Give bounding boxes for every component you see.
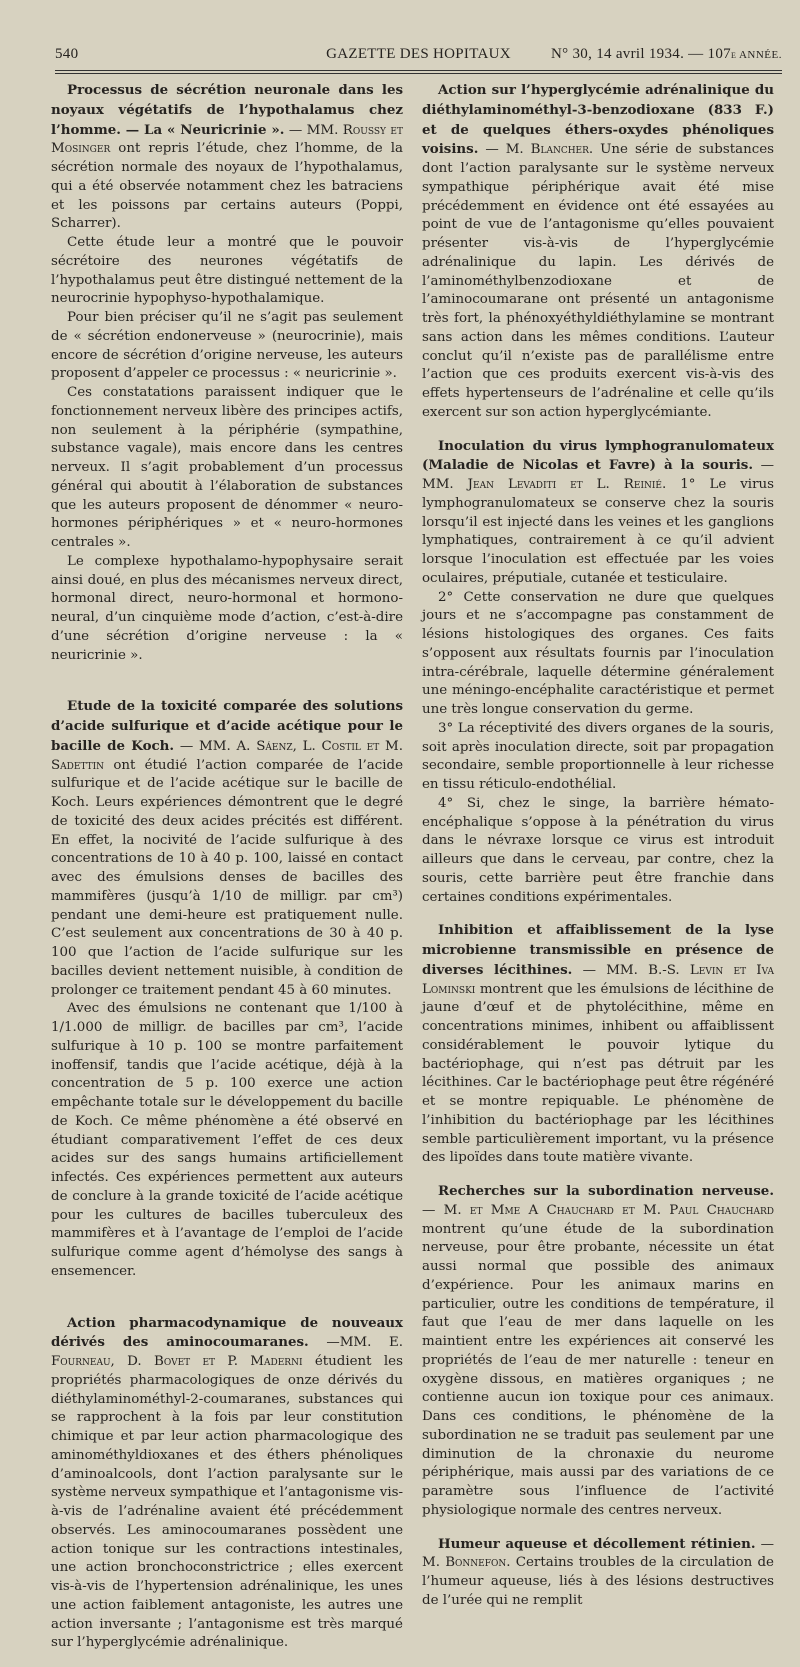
article-lead: Inhibition et affaiblissement de la lyse microbienne transmissible en présence de diverses lécithines. — MM. B.-S. Levin et Iva Lominski montrent que les émulsions de lécithine de jaune d’œuf et de phytolécithine, même en concentrations minimes, inhibent ou affaiblissent considérablement le pouvoir lytique du bactériophage, qui n’est pas détruit par les lécithines. Car le bactériophage peut être régénéré et se montre repiquable. Le phénomène de l’inhibition du bactériophage par les lécithines semble particulièrement important, vu la présence des lipoïdes dans toute matière vivante. [422, 922, 774, 1166]
article-title: Humeur aqueuse et décollement rétinien. [438, 1535, 756, 1552]
article-authors: — MM. A. Sáenz, L. Costil et M. Sadettin [51, 738, 403, 773]
journal-title: GAZETTE DES HOPITAUX [326, 46, 511, 62]
article-lead: Humeur aqueuse et décollement rétinien. — M. Bonnefon. Certains troubles de la circulation de l’humeur aqueuse, liés à des lésions destructives de l’urée qui ne remplit [422, 1535, 774, 1608]
article-lyse-microbienne [422, 921, 774, 1168]
article-lymphogranulome [422, 437, 774, 908]
article-title: Inhibition et affaiblissement de la lyse microbienne transmissible en présence de diverses lécithines. [422, 922, 774, 978]
article-title: Action pharmacodynamique de nouveaux dérivés des aminocoumaranes. [51, 1314, 403, 1351]
paragraph: 4° Si, chez le singe, la barrière hémato-encéphalique s’oppose à la pénétration du virus dans le névraxe lorsque ce virus est introduit ailleurs que dans le cerveau, par contre, chez la souris, cette barrière peut être franchie dans certaines conditions expérimentales. [422, 795, 774, 905]
page-number: 540 [55, 46, 79, 62]
paragraph: Ces constatations paraissent indiquer que le fonctionnement nerveux libère des principes actifs, non seulement à la périphérie (sympathine, substance vagale), mais encore dans les centres nerveux. Il s’agit probablement d’un processus général qui aboutit à l’élaboration de substances que les auteurs proposent de dénommer « neuro-hormones périphériques » et « neuro-hormones centrales ». [51, 385, 403, 550]
article-authors: — M. et Mme A Chauchard et M. Paul Chauchard [422, 1202, 774, 1218]
paragraph: Avec des émulsions ne contenant que 1/100 à 1/1.000 de milligr. de bacilles par cm³, l’acide sulfurique à 10 p. 100 se montre parfaitement inoffensif, tandis que l’acide acétique, déjà à la concentration de 5 p. 100 exerce une action empêchante totale sur le développement du bacille de Koch. Ce même phénomène a été observé en étudiant comparativement l’effet de ces deux acides sur des sangs humains artificiellement infectés. Ces expériences permettent aux auteurs de conclure à la grande toxicité de l’acide acétique pour les cultures de bacilles tuberculeux des mammifères et à l’avantage de l’emploi de l’acide sulfurique comme agent d’hémolyse des sangs à ensemencer. [51, 1001, 403, 1279]
article-humeur-aqueuse [422, 1535, 774, 1611]
article-subordination [422, 1182, 774, 1521]
article-authors: — MM. Jean Levaditi et L. Reinié. [422, 458, 774, 492]
article-authors: — M. Blancher. [485, 142, 594, 158]
article-lead: Action pharmacodynamique de nouveaux dérivés des aminocoumaranes. —MM. E. Fourneau, D. Bovet et P. Maderni étudient les propriétés pharmacologiques de onze dérivés du diéthylaminométhyl-2-coumaranes, substances qui se rapprochent à la fois par leur constitution chimique et par leur action pharmacologique des aminométhyldioxanes et des éthers phénoliques d’aminoalcools, dont l’action paralysante sur le système nerveux sympathique et l’antagonisme vis-à-vis de l’adrénaline avaient été précédemment observés. Les aminocoumaranes possèdent une action tonique sur les contractions intestinales, une action bronchoconstrictrice ; elles exercent vis-à-vis de l’hypertension adrénalinique, les unes une action faiblement antagoniste, les autres une action inversante ; l’antagonisme est très marqué sur l’hyperglycémie adrénalinique. [51, 1314, 403, 1651]
header-rule-double [55, 73, 782, 74]
paragraph: Pour bien préciser qu’il ne s’agit pas seulement de « sécrétion endonerveuse » (neurocrinie), mais encore de sécrétion d’origine nerveuse, les auteurs proposent d’appeler ce processus : « neuricrinie ». [51, 310, 403, 382]
page-header [55, 44, 782, 70]
article-neuricrinie [51, 81, 403, 665]
article-title: Processus de sécrétion neuronale dans les noyaux végétatifs de l’hypothalamus chez l’homme. — La « Neuricrinie ». [51, 82, 403, 138]
article-title: Action sur l’hyperglycémie adrénalinique du diéthylaminométhyl-3-benzodioxane (833 F.) et de quelques éthers-oxydes phénoliques voisins. [422, 82, 774, 158]
article-lead: Processus de sécrétion neuronale dans les noyaux végétatifs de l’hypothalamus chez l’homme. — La « Neuricrinie ». — MM. Roussy et Mosinger ont repris l’étude, chez l’homme, de la sécrétion normale des noyaux de l’hypothalamus, qui a été observée notamment chez les batraciens et les poissons par certains auteurs (Poppi, Scharrer). [51, 82, 403, 232]
article-lead: Recherches sur la subordination nerveuse. — M. et Mme A Chauchard et M. Paul Chauchard montrent qu’une étude de la subordination nerveuse, pour être probante, nécessite un état aussi normal que possible des animaux d’expérience. Pour les animaux marins en particulier, outre les conditions de température, il faut que l’eau de mer dans laquelle on les maintient entre les expériences ait conservé les propriétés de l’eau de mer naturelle : teneur en oxygène dissous, en matières organiques ; ne contienne aucun ion toxique pour ces animaux. Dans ces conditions, le phénomène de la subordination ne se traduit pas seulement par une diminution de la chronaxie du neurome périphérique, mais aussi par des variations de ce paramètre sous l’influence de l’activité physiologique normale des centres nerveux. [422, 1183, 774, 1518]
article-title: Etude de la toxicité comparée des solutions d’acide sulfurique et d’acide acétique pour le bacille de Koch. [51, 698, 403, 754]
article-authors: — MM. B.-S. Levin et Iva Lominski [422, 962, 774, 997]
article-title: Recherches sur la subordination nerveuse. [438, 1183, 774, 1199]
article-toxicite [51, 697, 403, 1281]
article-lead: Action sur l’hyperglycémie adrénalinique du diéthylaminométhyl-3-benzodioxane (833 F.) et de quelques éthers-oxydes phénoliques voisins. — M. Blancher. Une série de substances dont l’action paralysante sur le système nerveux sympathique périphérique avait été mise précédemment en évidence ont été essayées au point de vue de l’antagonisme qu’elles pouvaient présenter vis-à-vis de l’hyperglycémie adrénalinique du lapin. Les dérivés de l’aminométhylbenzodioxane et de l’aminocoumarane ont présenté un antagonisme très fort, la phénoxyéthyldiéthylamine se montrant sans action dans les mêmes conditions. L’auteur conclut qu’il n’existe pas de parallélisme entre l’action que ces produits exercent vis-à-vis des effets hypertenseurs de l’adrénaline et celle qu’ils exercent sur son action hyperglycémiante. [422, 82, 774, 420]
paragraph: 2° Cette conservation ne dure que quelques jours et ne s’accompagne pas constamment de lésions histologiques des organes. Ces faits s’opposent aux résultats fournis par l’inoculation intra-cérébrale, laquelle détermine généralement une méningo-encéphalite caractéristique et permet une très longue conservation du germe. [422, 589, 774, 717]
paragraph: Cette étude leur a montré que le pouvoir sécrétoire des neurones végétatifs de l’hypothalamus peut être distingué nettement de la neurocrinie hypophyso-hypothalamique. [51, 235, 403, 307]
article-title: Inoculation du virus lymphogranulomateux (Maladie de Nicolas et Favre) à la souris. [422, 437, 774, 474]
right-column [422, 81, 774, 1625]
article-lead: Etude de la toxicité comparée des solutions d’acide sulfurique et d’acide acétique pour le bacille de Koch. — MM. A. Sáenz, L. Costil et M. Sadettin ont étudié l’action comparée de l’acide sulfurique et de l’acide acétique sur le bacille de Koch. Leurs expériences démontrent que le degré de toxicité des deux acides précités est différent. En effet, la nocivité de l’acide sulfurique à des concentrations de 10 à 40 p. 100, laissé en contact avec des émulsions denses de bacilles des mammifères (jusqu’à 1/10 de milligr. par cm³) pendant une demi-heure est pratiquement nulle. C’est seulement aux concentrations de 30 à 40 p. 100 que l’action de l’acide sulfurique sur les bacilles devient nettement nuisible, à condition de prolonger ce traitement pendant 45 à 60 minutes. [51, 698, 404, 998]
article-lead: Inoculation du virus lymphogranulomateux (Maladie de Nicolas et Favre) à la souris. — MM. Jean Levaditi et L. Reinié. 1° Le virus lymphogranulomateux se conserve chez la souris lorsqu’il est injecté dans les veines et les ganglions lymphatiques, contrairement à ce qu’il advient lorsque l’inoculation est effectuée par les voies oculaires, préputiale, cutanée et testiculaire. [422, 437, 774, 586]
article-authors: —MM. E. Fourneau, D. Bovet et P. Maderni [51, 1335, 403, 1369]
issue-info: N° 30, 14 avril 1934. — 107e ANNÉE. [551, 46, 782, 62]
paragraph: Le complexe hypothalamo-hypophysaire serait ainsi doué, en plus des mécanismes nerveux direct, hormonal direct, neuro-hormonal et hormono-neural, d’un cinquième mode d’action, c’est-à-dire d’une sécrétion d’origine nerveuse : la « neuricrinie ». [51, 553, 403, 663]
paragraph: 3° La réceptivité des divers organes de la souris, soit après inoculation directe, soit par propagation secondaire, semble proportionnelle à leur richesse en tissu réticulo-endothélial. [422, 720, 774, 792]
header-rule [55, 70, 782, 71]
left-column [51, 81, 403, 1667]
article-aminocoumaranes [51, 1314, 403, 1654]
article-authors: — MM. Roussy et Mosinger [51, 122, 403, 157]
article-hyperglycemie [422, 81, 774, 423]
article-authors: — M. Bonnefon. [422, 1536, 774, 1571]
